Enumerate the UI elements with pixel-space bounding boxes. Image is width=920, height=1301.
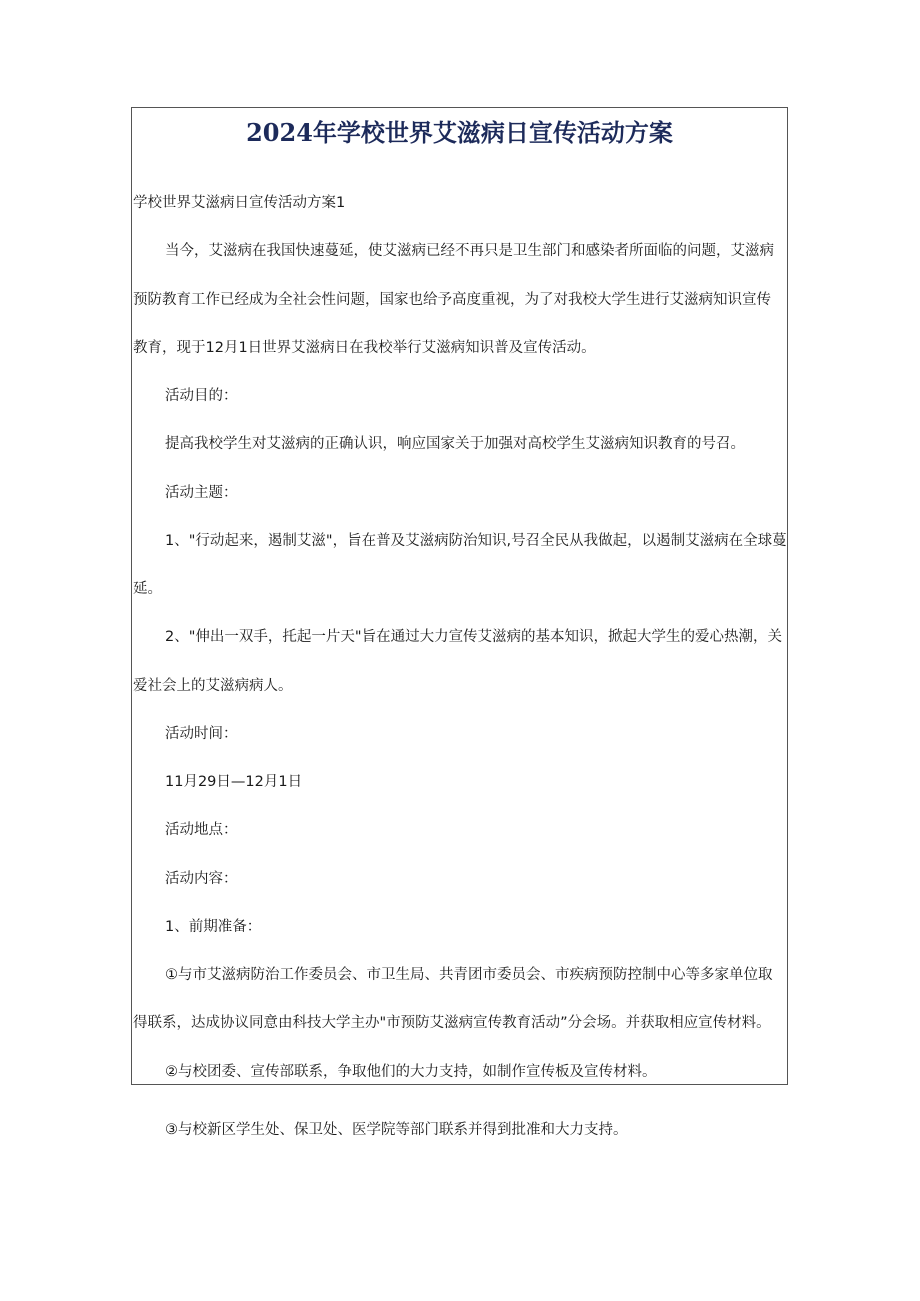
activity-time-label: 活动时间： [165, 726, 238, 742]
paragraph-line: 爱社会上的艾滋病病人。 [133, 678, 293, 694]
paragraph-line: 提高我校学生对艾滋病的正确认识，响应国家关于加强对高校学生艾滋病知识教育的号召。 [165, 436, 745, 452]
document-title: 2024年学校世界艾滋病日宣传活动方案 [246, 118, 673, 147]
paragraph-line: 预防教育工作已经成为全社会性问题，国家也给予高度重视，为了对我校大学生进行艾滋病知识宣传 [133, 292, 771, 308]
section-heading: 学校世界艾滋病日宣传活动方案1 [133, 195, 346, 211]
paragraph-line: 2、"伸出一双手，托起一片天"旨在通过大力宣传艾滋病的基本知识，掀起大学生的爱心热潮，关 [165, 629, 783, 645]
activity-purpose-label: 活动目的： [165, 388, 238, 404]
paragraph-line: 1、前期准备： [165, 919, 262, 935]
activity-location-label: 活动地点： [165, 822, 238, 838]
paragraph-line: 当今，艾滋病在我国快速蔓延，使艾滋病已经不再只是卫生部门和感染者所面临的问题，艾滋病 [165, 243, 774, 259]
paragraph-line: ③与校新区学生处、保卫处、医学院等部门联系并得到批准和大力支持。 [165, 1122, 628, 1138]
paragraph-line: 延。 [133, 581, 162, 597]
paragraph-line: ①与市艾滋病防治工作委员会、市卫生局、共青团市委员会、市疾病预防控制中心等多家单位取 [165, 967, 773, 983]
paragraph-line: 教育，现于12月1日世界艾滋病日在我校举行艾滋病知识普及宣传活动。 [133, 340, 596, 356]
activity-content-label: 活动内容： [165, 871, 238, 887]
paragraph-line: 得联系，达成协议同意由科技大学主办"市预防艾滋病宣传教育活动”分会场。并获取相应宣传材料。 [133, 1015, 771, 1031]
activity-theme-label: 活动主题： [165, 485, 238, 501]
paragraph-line: ②与校团委、宣传部联系，争取他们的大力支持，如制作宣传板及宣传材料。 [165, 1064, 657, 1080]
activity-time-value: 11月29日—12月1日 [165, 774, 303, 790]
paragraph-line: 1、"行动起来，遏制艾滋"，旨在普及艾滋病防治知识,号召全民从我做起，以遏制艾滋病在全球蔓 [165, 533, 787, 549]
